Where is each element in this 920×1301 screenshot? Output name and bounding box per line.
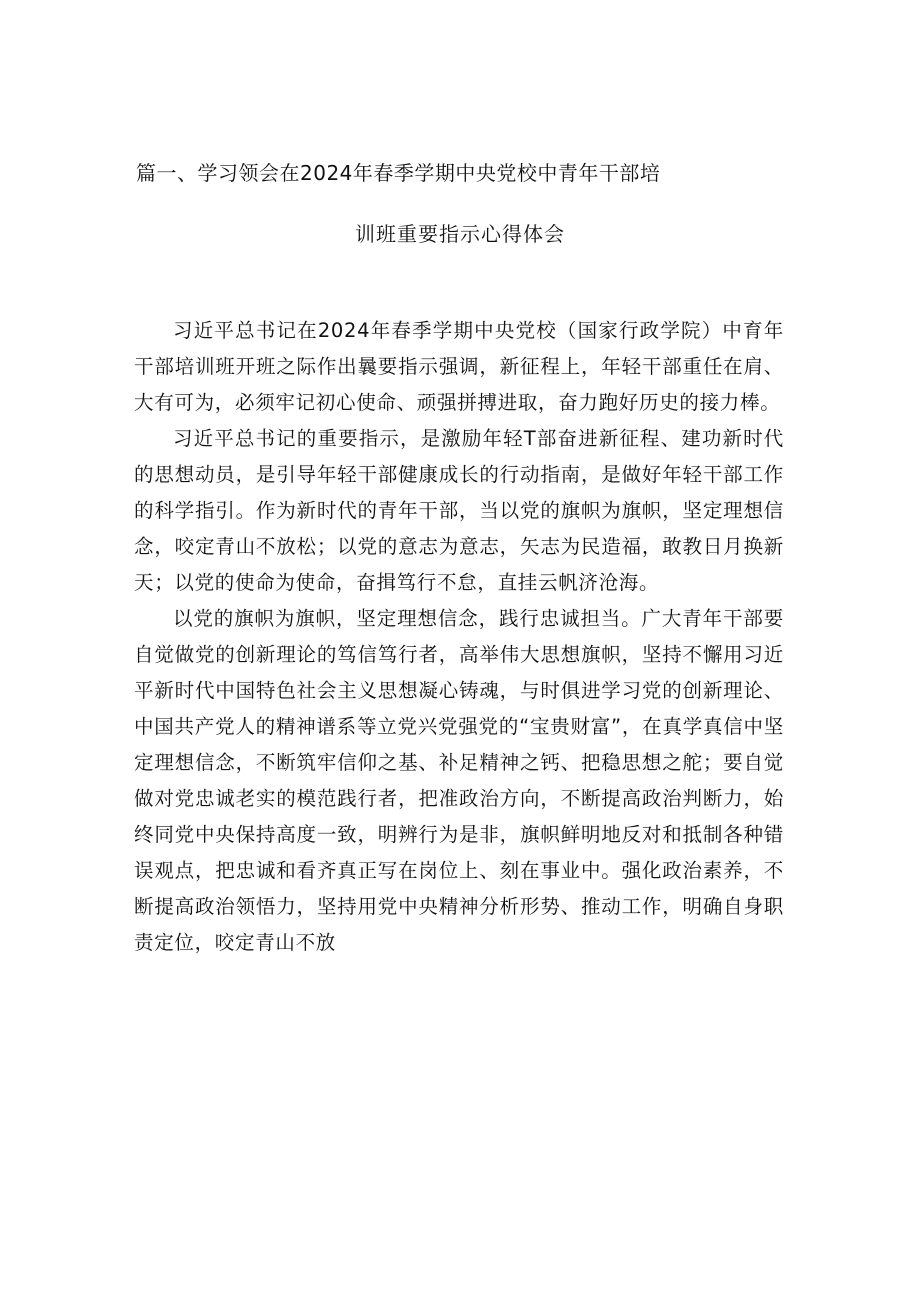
- paragraph-2: 习近平总书记的重要指示，是激励年轻T部奋进新征程、建功新时代的思想动员，是引导年轻干部健康成长的行动指南，是做好年轻干部工作的科学指引。作为新时代的青年干部，当以党的旗帜为旗帜，坚定理想信念，咬定青山不放松；以党的意志为意志，矢志为民造福，敢教日月换新天；以党的使命为使命，奋揖笃行不怠，直挂云帆济沧海。: [134, 427, 784, 594]
- paragraph-3: 以党的旗帜为旗帜，坚定理想信念，践行忠诚担当。广大青年干部要自觉做党的创新理论的笃信笃行者，高举伟大思想旗帜，坚持不懈用习近平新时代中国特色社会主义思想凝心铸魂，与时俱进学习党的创新理论、中国共产党人的精神谱系等立党兴党强党的“宝贵财富”，在真学真信中坚定理想信念，不断筑牢信仰之基、补足精神之钙、把稳思想之舵；要自觉做对党忠诚老实的模范践行者，把准政治方向，不断提高政治判断力，始终同党中央保持高度一致，明辨行为是非，旗帜鲜明地反对和抵制各种错误观点，把忠诚和看齐真正写在岗位上、刻在事业中。强化政治素养，不断提高政治领悟力，坚持用党中央精神分析形势、推动工作，明确自身职责定位，咬定青山不放: [134, 607, 784, 954]
- document-body: [134, 313, 784, 961]
- document-title-line-1: 篇一、学习领会在2024年春季学期中央党校中青年干部培: [136, 161, 661, 185]
- document-title-line-2: 训班重要指示心得体会: [355, 222, 565, 246]
- paragraph-1: 习近平总书记在2024年春季学期中央党校（国家行政学院）中育年干部培训班开班之际作出曩要指示强调，新征程上，年轻干部重任在肩、大有可为，必须牢记初心使命、顽强拼搏进取，奋力跑好历史的接力棒。: [134, 319, 784, 414]
